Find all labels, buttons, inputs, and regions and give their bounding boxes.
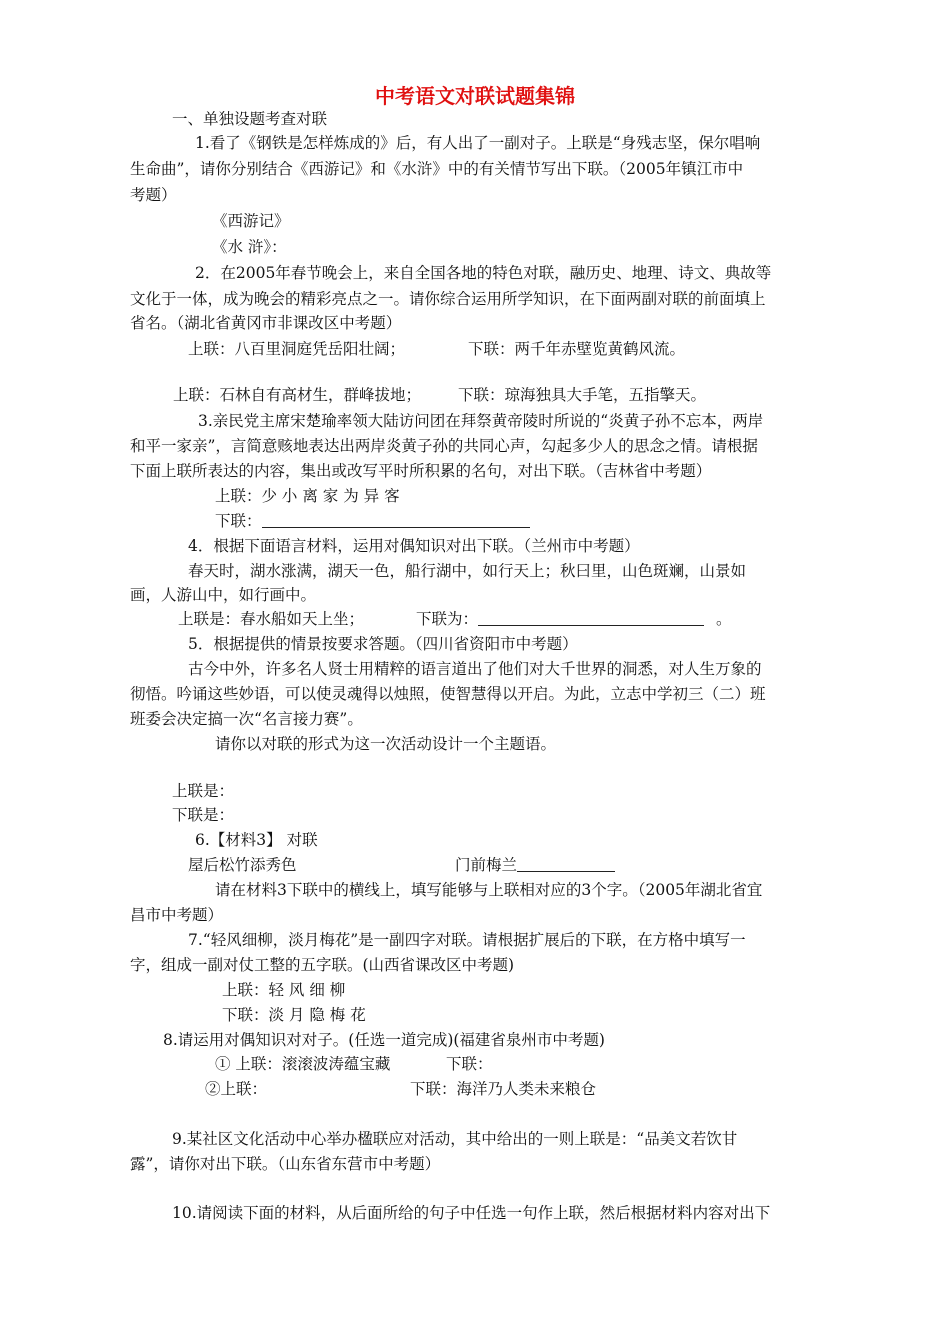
q6-answer-blank[interactable] (517, 855, 615, 872)
q3-answer-blank[interactable] (262, 511, 530, 528)
q2-couplet-a-down: 下联：两千年赤壁览黄鹤风流。 (468, 340, 686, 358)
q5-line-1: 5．根据提供的情景按要求答题。（四川省资阳市中考题） (188, 635, 578, 653)
q6-line-3: 昌市中考题） (130, 906, 224, 924)
q1-line-2: 生命曲”，请你分别结合《西游记》和《水浒》中的有关情节写出下联。（2005年镇江市中 (130, 160, 744, 178)
q1-xiyouji: 《西游记》 (212, 212, 290, 230)
q5-line-2: 古今中外，许多名人贤士用精粹的语言道出了他们对大千世界的洞悉，对人生万象的 (188, 660, 762, 678)
q8-line-1: 8.请运用对偶知识对对子。(任选一道完成)(福建省泉州市中考题) (163, 1031, 605, 1049)
q2-couplet-a-up: 上联：八百里洞庭凭岳阳壮阔； (188, 340, 406, 358)
page-title: 中考语文对联试题集锦 (375, 84, 575, 108)
q4-line-2: 春天时，湖水涨满，湖天一色，船行湖中，如行天上；秋曰里，山色斑斓，山景如 (188, 562, 747, 580)
q1-shuihu: 《水 浒》： (212, 238, 287, 256)
q3-line-2: 和平一家亲”，言简意赅地表达出两岸炎黄子孙的共同心声，勾起多少人的思念之情。请根据 (130, 437, 758, 455)
q7-upper-couplet: 上联：轻 风 细 柳 (222, 981, 346, 999)
q6-lower-couplet: 门前梅兰 (455, 856, 518, 874)
q1-line-3: 考题） (130, 186, 177, 204)
q4-answer-blank[interactable] (478, 609, 704, 626)
q6-line-1: 6.【材料3】 对联 (195, 831, 318, 849)
q6-lower-couplet-row (455, 854, 615, 876)
q8-option-1-lower: 下联： (446, 1055, 493, 1073)
q4-line-3: 画，人游山中，如行画中。 (130, 586, 317, 604)
q5-line-5: 请你以对联的形式为这一次活动设计一个主题语。 (215, 735, 557, 753)
q8-option-1-upper: ① 上联：滚滚波涛蕴宝藏 (215, 1055, 391, 1073)
section-heading: 一、单独设题考查对联 (172, 110, 328, 128)
q3-lower-couplet-row (215, 510, 530, 532)
q6-line-2: 请在材料3下联中的横线上，填写能够与上联相对应的3个字。（2005年湖北省宜 (215, 881, 763, 899)
q7-lower-couplet: 下联：淡 月 隐 梅 花 (222, 1006, 366, 1024)
q4-period: 。 (716, 610, 732, 628)
q2-couplet-b-down: 下联：琼海独具大手笔，五指擎天。 (458, 386, 707, 404)
q6-upper-couplet: 屋后松竹添秀色 (188, 856, 297, 874)
q5-line-3: 彻悟。吟诵这些妙语，可以使灵魂得以烛照，使智慧得以开启。为此，立志中学初三（二）班 (130, 685, 766, 703)
q2-line-1: 2．在2005年春节晚会上，来自全国各地的特色对联，融历史、地理、诗文、典故等 (195, 264, 772, 282)
q5-lower-label: 下联是： (172, 806, 235, 824)
q1-line-1: 1.看了《钢铁是怎样炼成的》后，有人出了一副对子。上联是“身残志坚，保尔唱响 (195, 134, 761, 152)
q4-line-1: 4．根据下面语言材料，运用对偶知识对出下联。（兰州市中考题） (188, 537, 640, 555)
q7-line-1: 7.“轻风细柳，淡月梅花”是一副四字对联。请根据扩展后的下联，在方格中填写一 (188, 931, 746, 949)
q10-line-1: 10.请阅读下面的材料，从后面所给的句子中任选一句作上联，然后根据材料内容对出下 (172, 1204, 771, 1222)
q7-line-2: 字，组成一副对仗工整的五字联。(山西省课改区中考题) (130, 956, 515, 974)
q3-line-3: 下面上联所表达的内容，集出或改写平时所积累的名句，对出下联。（吉林省中考题） (130, 462, 712, 480)
q3-line-1: 3.亲民党主席宋楚瑜率领大陆访问团在拜祭黄帝陵时所说的“炎黄子孙不忘本，两岸 (198, 412, 764, 430)
q2-couplet-b-up: 上联：石林自有高材生，群峰拔地； (173, 386, 422, 404)
q5-upper-label: 上联是： (172, 782, 235, 800)
q9-line-2: 露”，请你对出下联。（山东省东营市中考题） (130, 1155, 441, 1173)
q4-lower-label: 下联为： (416, 610, 479, 628)
q4-lower-couplet-row (416, 608, 732, 630)
q3-lower-label: 下联： (215, 512, 262, 530)
q3-upper-couplet: 上联：少 小 离 家 为 异 客 (215, 487, 400, 505)
q8-option-2-lower: 下联：海洋乃人类未来粮仓 (410, 1080, 597, 1098)
q8-option-2-upper: ②上联： (205, 1080, 268, 1098)
q9-line-1: 9.某社区文化活动中心举办楹联应对活动，其中给出的一则上联是：“品美文若饮甘 (172, 1130, 738, 1148)
q5-line-4: 班委会决定搞一次“名言接力赛”。 (130, 710, 363, 728)
q2-line-2: 文化于一体，成为晚会的精彩亮点之一。请你综合运用所学知识，在下面两副对联的前面填上 (130, 290, 766, 308)
q2-line-3: 省名。（湖北省黄冈市非课改区中考题） (130, 314, 402, 332)
q4-upper-couplet: 上联是：春水船如天上坐； (178, 610, 365, 628)
